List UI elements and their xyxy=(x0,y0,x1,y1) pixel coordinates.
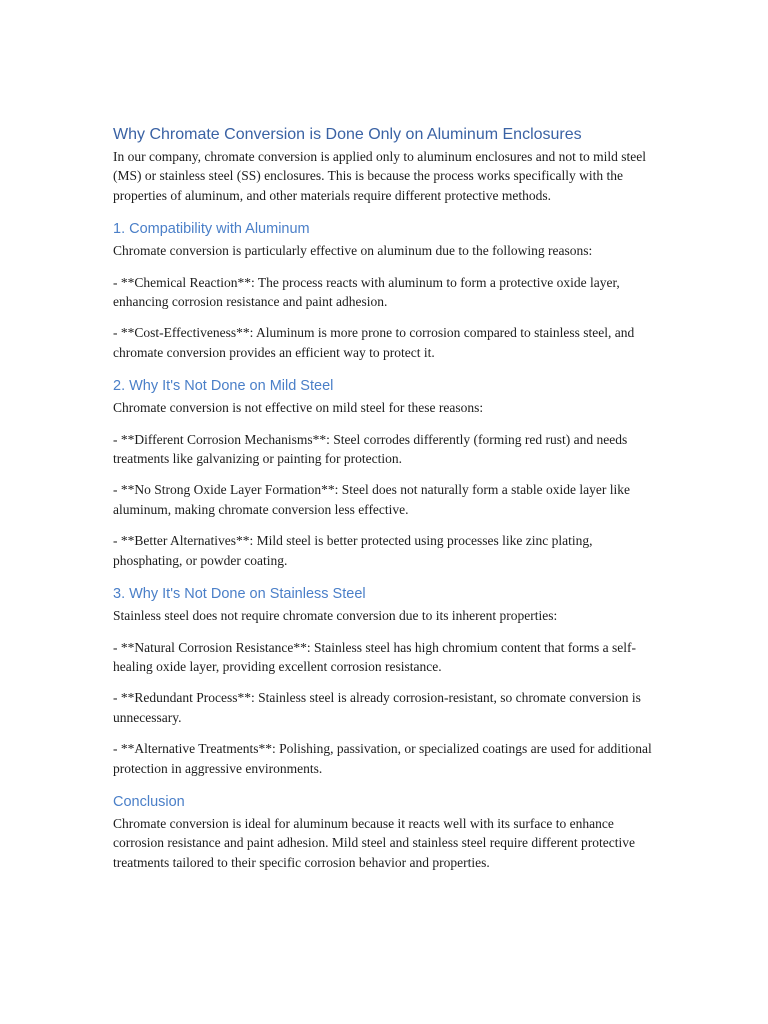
section-heading-compatibility: 1. Compatibility with Aluminum xyxy=(113,221,310,238)
intro-paragraph: In our company, chromate conversion is applied only to aluminum enclosures and not to mild steel (MS) or stainless steel (SS) enclosures. This is because the process works specifically with the properties of aluminum, and other materials require different protective methods. xyxy=(113,149,647,203)
bullet-point: - **Redundant Process**: Stainless steel is already corrosion-resistant, so chromate conversion is unnecessary. xyxy=(113,690,641,725)
section-heading-stainless-steel: 3. Why It's Not Done on Stainless Steel xyxy=(113,586,366,603)
section-heading-mild-steel: 2. Why It's Not Done on Mild Steel xyxy=(113,378,334,395)
conclusion-paragraph: Chromate conversion is ideal for aluminum because it reacts well with its surface to enhance corrosion resistance and paint adhesion. Mild steel and stainless steel require different protective treatments tailored to their specific corrosion behavior and properties. xyxy=(113,815,635,870)
section-lead: Chromate conversion is not effective on mild steel for these reasons: xyxy=(113,400,484,416)
section-lead: Stainless steel does not require chromate conversion due to its inherent properties: xyxy=(113,608,558,624)
bullet-point: - **Chemical Reaction**: The process reacts with aluminum to form a protective oxide layer, enhancing corrosion resistance and paint adhesion. xyxy=(113,274,620,310)
document-title: Why Chromate Conversion is Done Only on Aluminum Enclosures xyxy=(113,126,582,143)
bullet-point: - **Alternative Treatments**: Polishing, passivation, or specialized coatings are used for additional protection in aggressive environments. xyxy=(113,741,652,776)
bullet-point: - **Different Corrosion Mechanisms**: Steel corrodes differently (forming red rust) and needs treatments like galvanizing or painting for protection. xyxy=(113,431,628,467)
bullet-point: - **Better Alternatives**: Mild steel is better protected using processes like zinc plating, phosphating, or powder coating. xyxy=(113,533,593,568)
bullet-point: - **Cost-Effectiveness**: Aluminum is more prone to corrosion compared to stainless steel, and chromate conversion provides an efficient way to protect it. xyxy=(113,325,635,360)
bullet-point: - **Natural Corrosion Resistance**: Stainless steel has high chromium content that forms a self-healing oxide layer, providing excellent corrosion resistance. xyxy=(113,639,637,674)
document-page xyxy=(113,124,663,872)
section-lead: Chromate conversion is particularly effective on aluminum due to the following reasons: xyxy=(113,243,593,259)
conclusion-heading: Conclusion xyxy=(113,793,185,810)
bullet-point: - **No Strong Oxide Layer Formation**: Steel does not naturally form a stable oxide layer like aluminum, making chromate conversion less effective. xyxy=(113,482,631,517)
